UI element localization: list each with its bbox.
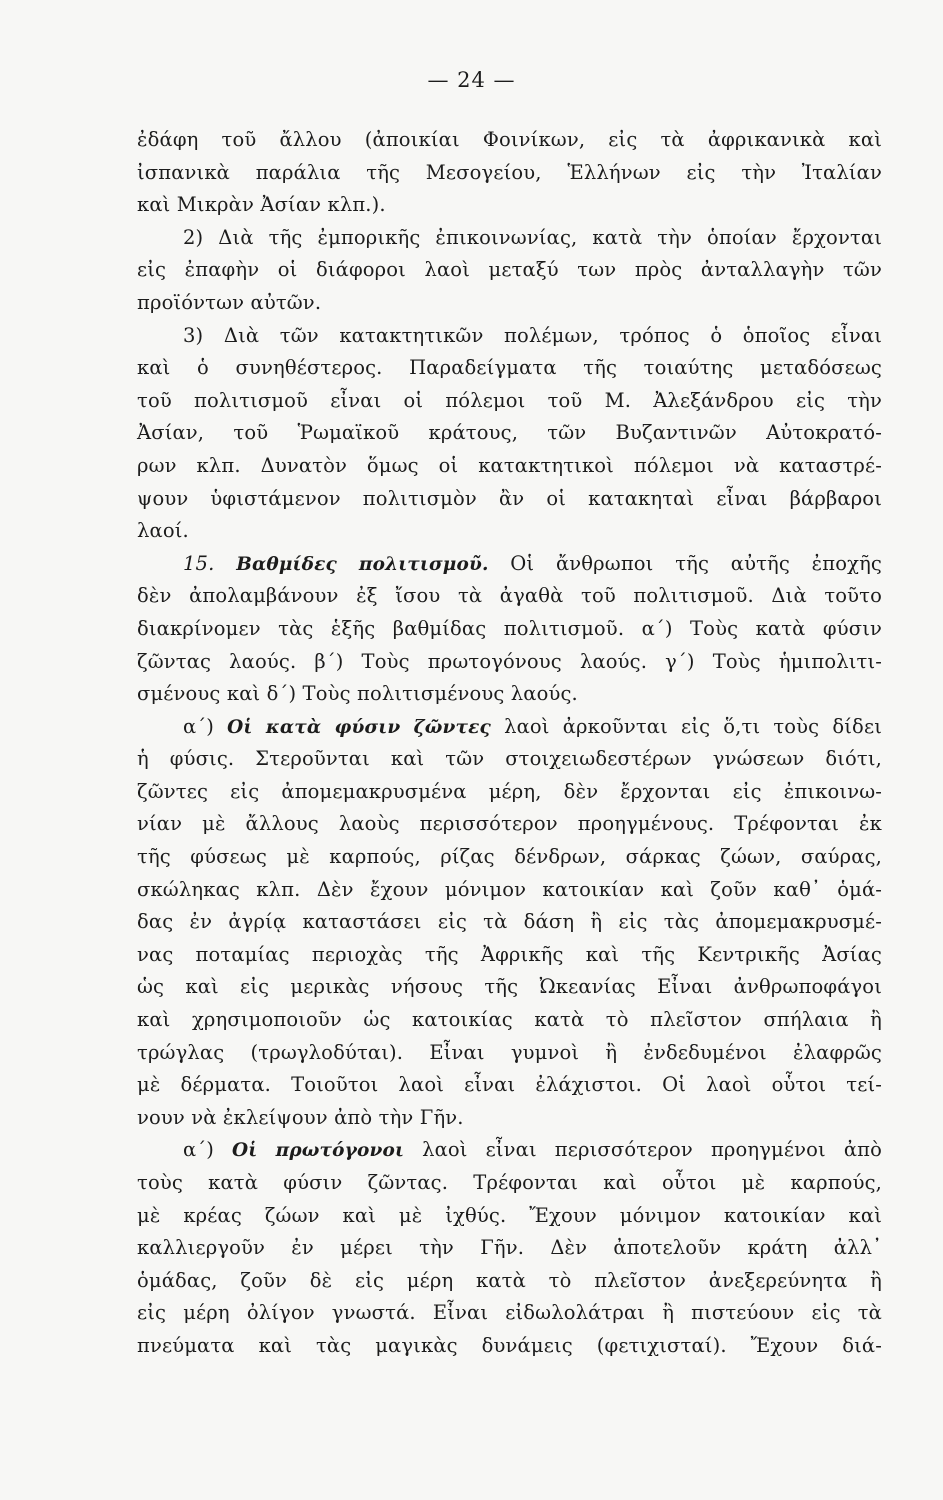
line-text: καλλιεργοῦν ἐν μέρει τὴν Γῆν. Δὲν ἀποτελοῦν κράτη ἀλλ᾽ [137,1236,882,1260]
text-line [137,1134,882,1167]
text-line [137,939,882,972]
line-text: λαοί. [137,519,189,543]
line-text: νας ποταμίας περιοχὰς τῆς Ἀφρικῆς καὶ τῆς Κεντρικῆς Ἀσίας [137,942,882,966]
line-text: τῆς φύσεως μὲ καρπούς, ρίζας δένδρων, σάρκας ζώων, σαύρας, [137,845,882,869]
line-text: μὲ κρέας ζώων καὶ μὲ ἰχθύς. Ἔχουν μόνιμον κατοικίαν καὶ [137,1203,882,1227]
line-text: προϊόντων αὐτῶν. [137,290,322,314]
page-number: — 24 — [427,68,516,92]
line-text: μὲ δέρματα. Τοιοῦτοι λαοὶ εἶναι ἐλάχιστοι. Οἱ λαοὶ οὗτοι τεί- [137,1073,882,1097]
text-line [137,971,882,1004]
line-text: καὶ ὁ συνηθέστερος. Παραδείγματα τῆς τοιαύτης μεταδόσεως [137,356,882,380]
line-text: Ἀσίαν, τοῦ Ῥωμαϊκοῦ κράτους, τῶν Βυζαντινῶν Αὐτοκρατό- [137,421,882,445]
text-line [137,1297,882,1330]
text-line [137,841,882,874]
line-text: δας ἐν ἀγρίᾳ καταστάσει εἰς τὰ δάση ἢ εἰς τὰς ἀπομεμακρυσμέ- [137,910,882,934]
section-prefix: α΄) [183,1138,232,1162]
text-line [137,352,882,385]
section-prefix: α΄) [183,714,228,738]
text-line [137,1102,882,1135]
body-text [137,124,882,1363]
line-text: τρώγλας (τρωγλοδύται). Εἶναι γυμνοὶ ἢ ἐνδεδυμένοι ἐλαφρῶς [137,1040,882,1064]
text-line [137,678,882,711]
line-text: 2) Διὰ τῆς ἐμπορικῆς ἐπικοινωνίας, κατὰ τὴν ὁποίαν ἔρχονται [183,225,882,249]
line-text: λαοὶ ἀρκοῦνται εἰς ὅ,τι τοὺς δίδει [490,714,882,738]
line-text: ἡ φύσις. Στεροῦνται καὶ τῶν στοιχειωδεστέρων γνώσεων διότι, [137,747,882,771]
text-line [137,124,882,157]
text-line [137,483,882,516]
line-text: σμένους καὶ δ΄) Τοὺς πολιτισμένους λαούς. [137,682,578,706]
text-line [137,320,882,353]
line-text: καὶ χρησιμοποιοῦν ὡς κατοικίας κατὰ τὸ πλεῖστον σπήλαια ἢ [137,1008,882,1032]
text-line [137,385,882,418]
line-text: πνεύματα καὶ τὰς μαγικὰς δυνάμεις (φετιχισταί). Ἔχουν διά- [137,1333,882,1357]
text-line [137,450,882,483]
text-line [137,711,882,744]
line-text: νουν νὰ ἐκλείψουν ἀπὸ τὴν Γῆν. [137,1105,464,1129]
text-line [137,1232,882,1265]
text-line [137,254,882,287]
text-line [137,1265,882,1298]
text-line [137,743,882,776]
line-text: τοῦ πολιτισμοῦ εἶναι οἱ πόλεμοι τοῦ Μ. Ἀλεξάνδρου εἰς τὴν [137,388,882,412]
section-heading: Βαθμίδες πολιτισμοῦ. [236,553,489,575]
line-text: ρων κλπ. Δυνατὸν ὅμως οἱ κατακτητικοὶ πόλεμοι νὰ καταστρέ- [137,453,882,477]
line-text: ζῶντας λαούς. β΄) Τοὺς πρωτογόνους λαούς. γ΄) Τοὺς ἡμιπολιτι- [137,649,882,673]
line-text: ὁμάδας, ζοῦν δὲ εἰς μέρη κατὰ τὸ πλεῖστον ἀνεξερεύνητα ἢ [137,1268,882,1292]
line-text: λαοὶ εἶναι περισσότερον προηγμένοι ἀπὸ [404,1138,883,1162]
text-line [137,548,882,581]
text-line [137,1037,882,1070]
text-line [137,1004,882,1037]
text-line [137,906,882,939]
text-line [137,222,882,255]
line-text: Οἱ ἄνθρωποι τῆς αὐτῆς ἐποχῆς [488,551,882,575]
text-line [137,874,882,907]
text-line [137,417,882,450]
line-text: ὡς καὶ εἰς μερικὰς νήσους τῆς Ὠκεανίας Εἶναι ἀνθρωποφάγοι [137,975,882,999]
text-line [137,287,882,320]
text-line [137,776,882,809]
line-text: νίαν μὲ ἄλλους λαοὺς περισσότερον προηγμένους. Τρέφονται ἐκ [137,812,882,836]
line-text: τοὺς κατὰ φύσιν ζῶντας. Τρέφονται καὶ οὗτοι μὲ καρπούς, [137,1171,882,1194]
section-heading: Οἱ κατὰ φύσιν ζῶντες [227,716,491,738]
line-text: διακρίνομεν τὰς ἑξῆς βαθμίδας πολιτισμοῦ. α΄) Τοὺς κατὰ φύσιν [137,616,882,640]
line-text: εἰς μέρη ὀλίγον γνωστά. Εἶναι εἰδωλολάτραι ἢ πιστεύουν εἰς τὰ [137,1301,882,1325]
text-line [137,1167,882,1200]
text-line [137,189,882,222]
line-text: 3) Διὰ τῶν κατακτητικῶν πολέμων, τρόπος ὁ ὁποῖος εἶναι [183,323,882,347]
line-text: ψουν ὑφιστάμενον πολιτισμὸν ἂν οἱ κατακηταὶ εἶναι βάρβαροι [137,486,882,510]
line-text: δὲν ἀπολαμβάνουν ἐξ ἴσου τὰ ἀγαθὰ τοῦ πολιτισμοῦ. Διὰ τοῦτο [137,584,882,608]
line-text: καὶ Μικρὰν Ἀσίαν κλπ.). [137,193,386,217]
line-text: ἐδάφη τοῦ ἄλλου (ἀποικίαι Φοινίκων, εἰς τὰ ἀφρικανικὰ καὶ [137,128,882,151]
text-line [137,1069,882,1102]
text-line [137,157,882,190]
text-line [137,1200,882,1233]
text-line [137,808,882,841]
text-line [137,580,882,613]
line-text: σκώληκας κλπ. Δὲν ἔχουν μόνιμον κατοικίαν καὶ ζοῦν καθ᾽ ὁμά- [137,877,882,901]
text-line [137,613,882,646]
section-prefix: 15. [183,551,237,575]
text-line [137,646,882,679]
line-text: εἰς ἐπαφὴν οἱ διάφοροι λαοὶ μεταξύ των πρὸς ἀνταλλαγὴν τῶν [137,258,882,282]
section-heading: Οἱ πρωτόγονοι [232,1140,405,1162]
line-text: ζῶντες εἰς ἀπομεμακρυσμένα μέρη, δὲν ἔρχονται εἰς ἐπικοινω- [137,779,882,803]
text-line [137,515,882,548]
text-line [137,1330,882,1363]
line-text: ἰσπανικὰ παράλια τῆς Μεσογείου, Ἑλλήνων εἰς τὴν Ἰταλίαν [137,160,882,184]
